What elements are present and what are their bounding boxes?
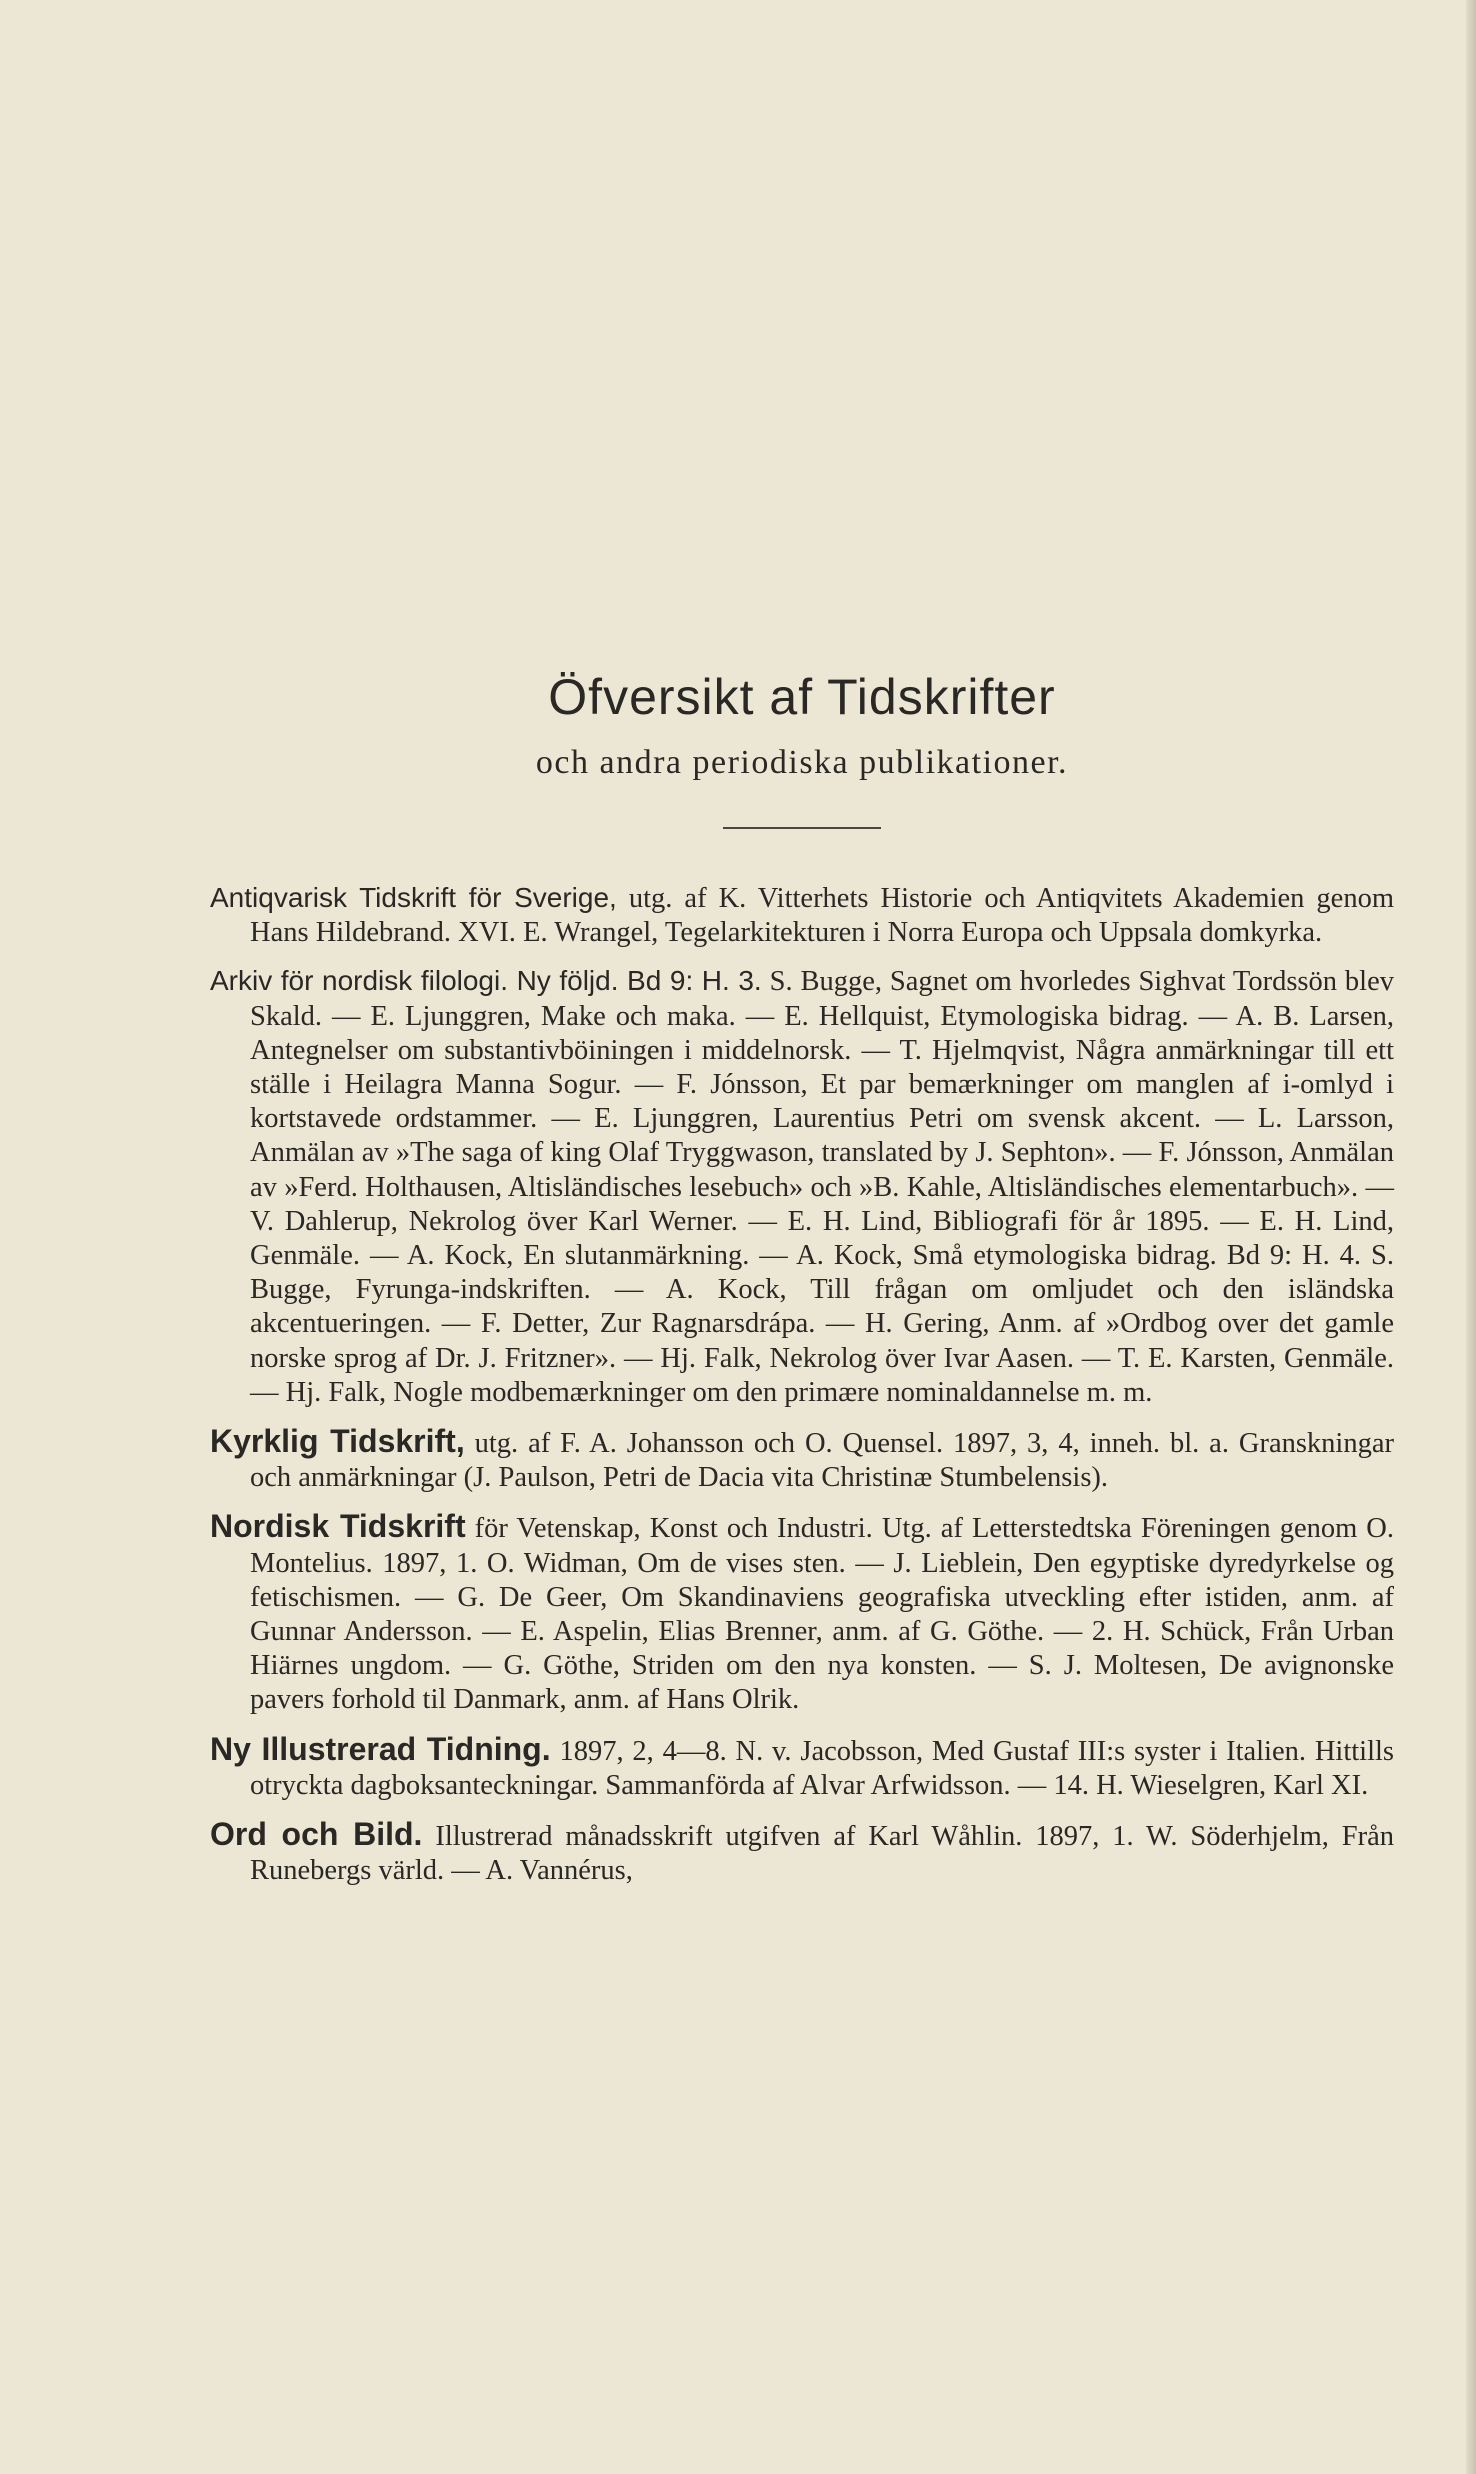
entry-text: Illustrerad månadsskrift utgifven af Karl Wåhlin. 1897, 1. W. Söderhjelm, Från Runebergs värld. — A. Vannérus, <box>250 1821 1395 1887</box>
entry-lead: Nordisk Tidskrift <box>210 1508 466 1545</box>
entry-lead: Arkiv för nordisk filologi. Ny följd. Bd 9: H. 3. <box>210 965 762 997</box>
divider-rule <box>723 827 881 829</box>
entry-lead: Kyrklig Tidskrift, <box>210 1423 465 1460</box>
entry-nordisk-tidskrift <box>210 1509 1394 1717</box>
entry-arkiv-nordisk-filologi <box>210 964 1394 1410</box>
page-subtitle: och andra periodiska publikationer. <box>535 744 1069 781</box>
entry-lead: Ny Illustrerad Tidning. <box>210 1730 551 1767</box>
entry-lead: Ord och Bild. <box>210 1816 423 1853</box>
entry-text: för Vetenskap, Konst och Industri. Utg. af Letterstedtska Föreningen genom O. Montelius. 1897, 1. O. Widman, Om de vises sten. — J. Lieblein, Den egyptiske dyredyrkelse og fetischismen. — G. De Geer, Om Skandinaviens geografiska utveckling efter istiden, anm. af Gunnar Andersson. — E. Aspelin, Elias Brenner, anm. af G. Göthe. — 2. H. Schück, Från Urban Hiärnes ungdom. — G. Göthe, Striden om den nya konsten. — S. J. Moltesen, De avignonske pavers forhold til Danmark, anm. af Hans Olrik. <box>250 1513 1395 1716</box>
page-title: Öfversikt af Tidskrifter <box>548 669 1056 725</box>
entry-ord-och-bild <box>210 1817 1394 1888</box>
entry-kyrklig-tidskrift <box>210 1424 1394 1495</box>
entry-text: utg. af K. Vitterhets Historie och Antiqvitets Akademien genom Hans Hildebrand. XVI. E. Wrangel, Tegelarkitekturen i Norra Europa och Uppsala domkyrka. <box>250 883 1394 949</box>
entry-ny-illustrerad-tidning <box>210 1732 1394 1803</box>
entry-text: 1897, 2, 4—8. N. v. Jacobsson, Med Gustaf III:s syster i Italien. Hittills otryckta dagboksanteckningar. Sammanförda af Alvar Arfwidsson. — 14. H. Wieselgren, Karl XI. <box>250 1735 1394 1801</box>
page-edge <box>1466 0 1476 2474</box>
entry-antiqvarisk-tidskrift <box>210 881 1394 950</box>
entry-text: utg. af F. A. Johansson och O. Quensel. 1897, 3, 4, inneh. bl. a. Granskningar och anmärkningar (J. Paulson, Petri de Dacia vita Christinæ Stumbelensis). <box>250 1428 1394 1494</box>
page-content <box>210 668 1394 1902</box>
entry-text: S. Bugge, Sagnet om hvorledes Sighvat Tordssön blev Skald. — E. Ljunggren, Make och maka. — E. Hellquist, Etymologiska bidrag. — A. B. Larsen, Antegnelser om substantivböiningen i middelnorsk. — T. Hjelmqvist, Några anmärkningar till ett ställe i Heilagra Manna Sogur. — F. Jónsson, Et par bemærkninger om manglen af i-omlyd i kortstavede ordstammer. — E. Ljunggren, Laurentius Petri om svensk akcent. — L. Larsson, Anmälan av »The saga of king Olaf Tryggwason, translated by J. Sephton». — F. Jónsson, Anmälan av »Ferd. Holthausen, Altisländisches lesebuch» och »B. Kahle, Altisländisches elementarbuch». — V. Dahlerup, Nekrolog över Karl Werner. — E. H. Lind, Bibliografi för år 1895. — E. H. Lind, Genmäle. — A. Kock, En slutanmärkning. — A. Kock, Små etymologiska bidrag. Bd 9: H. 4. S. Bugge, Fyrunga-indskriften. — A. Kock, Till frågan om omljudet och den isländska akcentueringen. — F. Detter, Zur Ragnarsdrápa. — H. Gering, Anm. af »Ordbog over det gamle norske sprog af Dr. J. Fritzner». — Hj. Falk, Nekrolog över Ivar Aasen. — T. E. Karsten, Genmäle. — Hj. Falk, Nogle modbemærkninger om den primære nominaldannelse m. m. <box>250 966 1394 1408</box>
entry-lead: Antiqvarisk Tidskrift för Sverige, <box>210 882 617 913</box>
